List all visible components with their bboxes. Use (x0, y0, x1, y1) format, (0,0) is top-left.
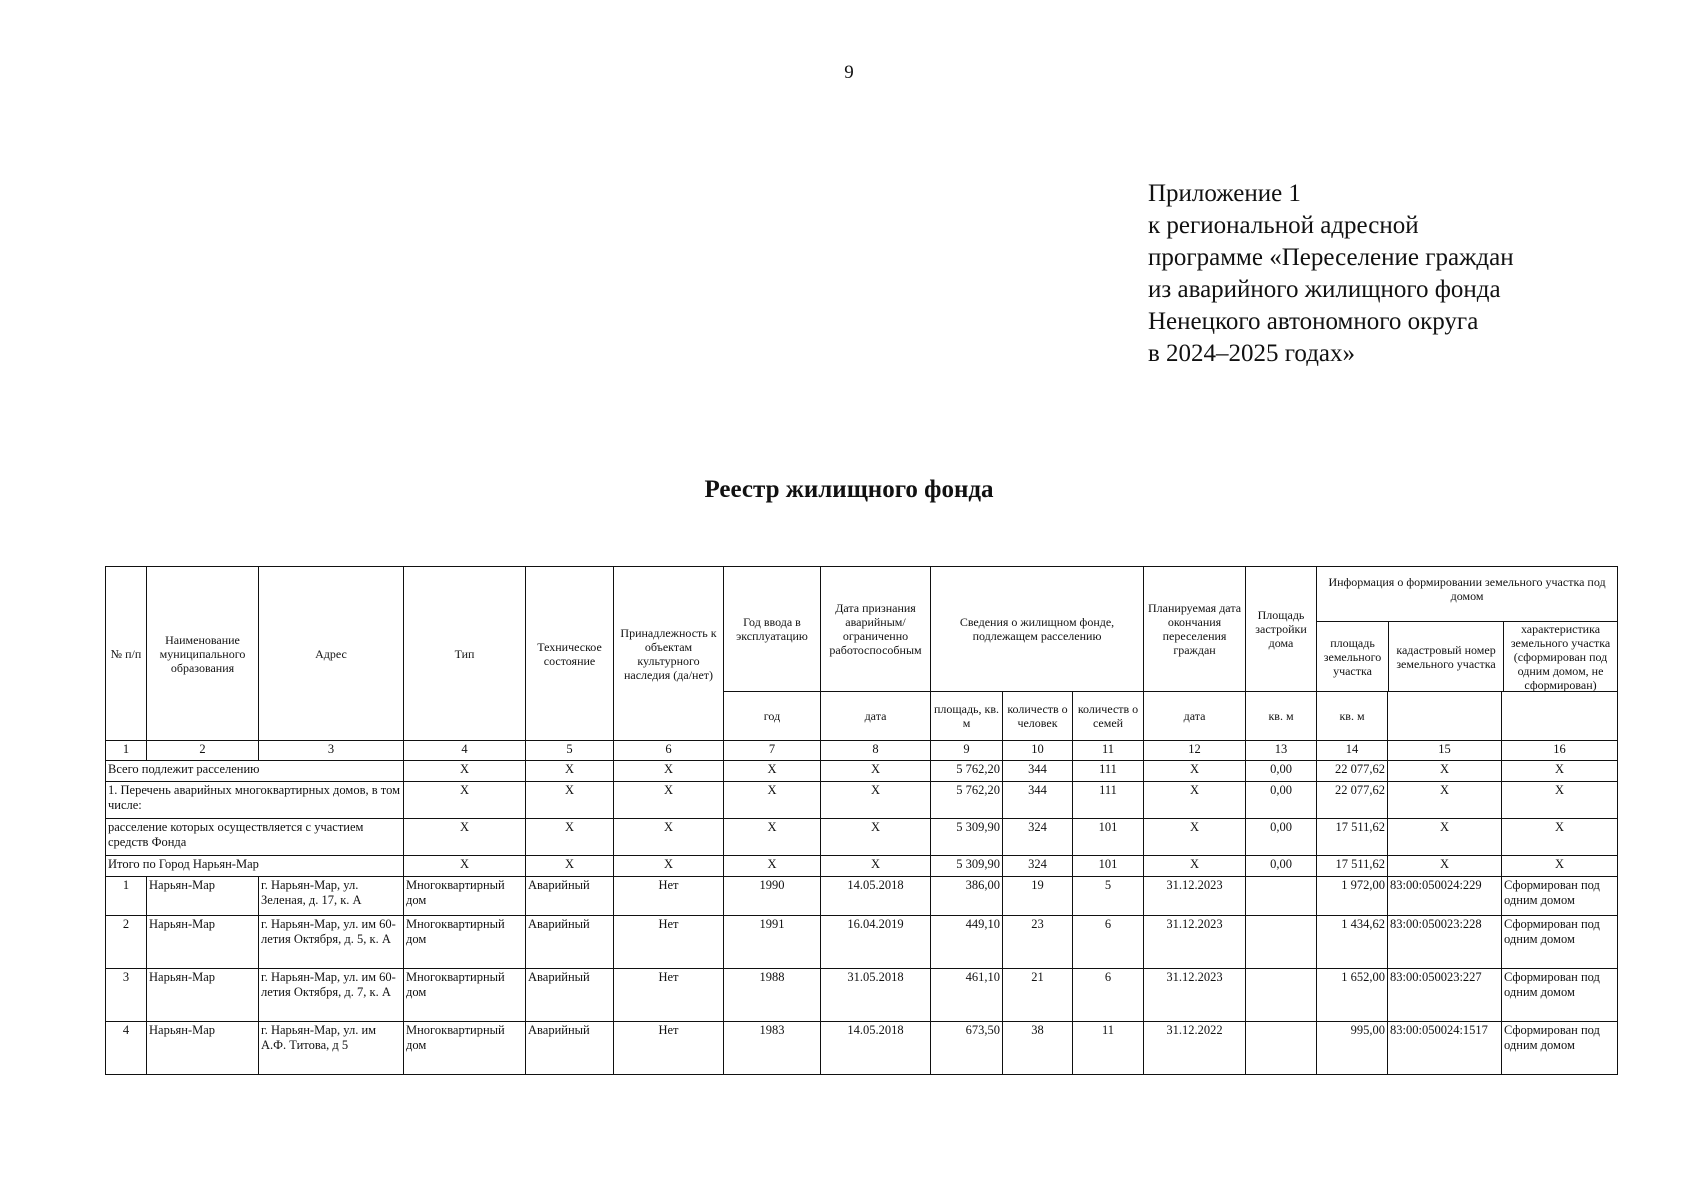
people-cell: 19 (1003, 877, 1073, 916)
type-cell: Многоквартирный дом (404, 916, 526, 969)
column-number: 2 (147, 741, 259, 761)
summary-cell: X (1144, 819, 1246, 856)
header-land-info: Информация о формировании земельного участка под домом (1317, 567, 1617, 622)
summary-row (106, 856, 1618, 877)
summary-cell: 5 762,20 (931, 761, 1003, 782)
summary-cell: X (1502, 782, 1618, 819)
address-cell: г. Нарьян-Мар, ул. им А.Ф. Титова, д 5 (259, 1022, 404, 1075)
table-row (106, 969, 1618, 1022)
summary-cell: 17 511,62 (1317, 856, 1388, 877)
summary-cell: X (724, 782, 821, 819)
summary-cell: 344 (1003, 782, 1073, 819)
municipality-cell: Нарьян-Мар (147, 877, 259, 916)
header-unit-year: год (724, 692, 821, 741)
address-cell: г. Нарьян-Мар, ул. Зеленая, д. 17, к. А (259, 877, 404, 916)
summary-cell: X (724, 761, 821, 782)
heritage-cell: Нет (614, 916, 724, 969)
summary-label: Итого по Город Нарьян-Мар (106, 856, 404, 877)
summary-cell: 5 309,90 (931, 856, 1003, 877)
header-unit-date2: дата (1144, 692, 1246, 741)
column-number: 12 (1144, 741, 1246, 761)
table-row (106, 1022, 1618, 1075)
tech-state-cell: Аварийный (526, 877, 614, 916)
summary-cell: X (1144, 782, 1246, 819)
column-number: 16 (1502, 741, 1618, 761)
appendix-line: из аварийного жилищного фонда (1148, 276, 1501, 303)
summary-cell: X (526, 819, 614, 856)
summary-cell: 17 511,62 (1317, 819, 1388, 856)
summary-cell: X (1388, 761, 1502, 782)
header-tech-state: Техническое состояние (526, 567, 614, 741)
summary-cell: 22 077,62 (1317, 761, 1388, 782)
planned-date-cell: 31.12.2022 (1144, 1022, 1246, 1075)
summary-cell: 344 (1003, 761, 1073, 782)
table-row (106, 877, 1618, 916)
table-row (106, 916, 1618, 969)
header-unit-area: площадь, кв. м (931, 692, 1003, 741)
summary-cell: 5 762,20 (931, 782, 1003, 819)
type-cell: Многоквартирный дом (404, 1022, 526, 1075)
summary-label: Всего подлежит расселению (106, 761, 404, 782)
header-land-char: характеристика земельного участка (сформирован под одним домом, не сформирован) (1510, 621, 1611, 692)
column-number: 10 (1003, 741, 1073, 761)
year-cell: 1988 (724, 969, 821, 1022)
row-number: 3 (106, 969, 147, 1022)
summary-cell: 5 309,90 (931, 819, 1003, 856)
families-cell: 6 (1073, 916, 1144, 969)
summary-row (106, 819, 1618, 856)
header-year-commission: Год ввода в эксплуатацию (724, 567, 821, 692)
column-number: 13 (1246, 741, 1317, 761)
summary-cell: 101 (1073, 819, 1144, 856)
summary-cell: X (526, 761, 614, 782)
emergency-date-cell: 16.04.2019 (821, 916, 931, 969)
summary-row (106, 761, 1618, 782)
land-area-cell: 1 972,00 (1317, 877, 1388, 916)
appendix-line: программе «Переселение граждан (1148, 244, 1514, 271)
summary-cell: X (404, 819, 526, 856)
column-number: 15 (1388, 741, 1502, 761)
land-char-cell: Сформирован под одним домом (1502, 916, 1618, 969)
land-area-cell: 995,00 (1317, 1022, 1388, 1075)
summary-cell: X (1502, 761, 1618, 782)
planned-date-cell: 31.12.2023 (1144, 877, 1246, 916)
land-area-cell: 1 434,62 (1317, 916, 1388, 969)
build-area-cell (1246, 969, 1317, 1022)
cadastral-cell: 83:00:050024:229 (1388, 877, 1502, 916)
summary-cell: X (821, 856, 931, 877)
document-title: Реестр жилищного фонда (704, 476, 994, 503)
column-number: 14 (1317, 741, 1388, 761)
summary-cell: X (821, 761, 931, 782)
year-cell: 1990 (724, 877, 821, 916)
housing-registry-table (105, 566, 1618, 1075)
people-cell: 21 (1003, 969, 1073, 1022)
header-land-info-group (1317, 567, 1618, 692)
families-cell: 6 (1073, 969, 1144, 1022)
appendix-line: Ненецкого автономного округа (1148, 308, 1479, 335)
heritage-cell: Нет (614, 877, 724, 916)
tech-state-cell: Аварийный (526, 1022, 614, 1075)
people-cell: 23 (1003, 916, 1073, 969)
summary-cell: X (1388, 819, 1502, 856)
summary-cell: X (724, 856, 821, 877)
build-area-cell (1246, 916, 1317, 969)
summary-cell: X (1144, 761, 1246, 782)
column-number: 9 (931, 741, 1003, 761)
address-cell: г. Нарьян-Мар, ул. им 60-летия Октября, д. 5, к. А (259, 916, 404, 969)
header-type: Тип (404, 567, 526, 741)
summary-cell: 324 (1003, 856, 1073, 877)
summary-cell: 0,00 (1246, 761, 1317, 782)
appendix-line: к региональной адресной (1148, 212, 1419, 239)
header-num: № п/п (106, 567, 147, 741)
tech-state-cell: Аварийный (526, 969, 614, 1022)
summary-cell: X (404, 856, 526, 877)
type-cell: Многоквартирный дом (404, 969, 526, 1022)
header-unit-sqm2: кв. м (1317, 692, 1388, 741)
summary-cell: 0,00 (1246, 856, 1317, 877)
header-address: Адрес (259, 567, 404, 741)
header-housing-info: Сведения о жилищном фонде, подлежащем расселению (931, 567, 1144, 692)
summary-cell: X (404, 761, 526, 782)
header-cadastral-cont (1388, 692, 1502, 741)
land-char-cell: Сформирован под одним домом (1502, 877, 1618, 916)
summary-cell: X (724, 819, 821, 856)
page-number: 9 (844, 62, 854, 83)
land-area-cell: 1 652,00 (1317, 969, 1388, 1022)
summary-cell: X (526, 782, 614, 819)
summary-cell: X (1388, 856, 1502, 877)
summary-cell: X (614, 761, 724, 782)
year-cell: 1983 (724, 1022, 821, 1075)
header-build-area: Площадь застройки дома (1246, 567, 1317, 692)
summary-cell: X (614, 819, 724, 856)
header-unit-people: количеств о человек (1003, 692, 1073, 741)
column-number: 4 (404, 741, 526, 761)
summary-cell: 0,00 (1246, 782, 1317, 819)
header-unit-families: количеств о семей (1073, 692, 1144, 741)
families-cell: 5 (1073, 877, 1144, 916)
summary-cell: X (821, 782, 931, 819)
header-municipality: Наименование муниципального образования (147, 567, 259, 741)
summary-cell: 111 (1073, 782, 1144, 819)
summary-cell: X (1502, 856, 1618, 877)
summary-cell: 101 (1073, 856, 1144, 877)
address-cell: г. Нарьян-Мар, ул. им 60-летия Октября, д. 7, к. А (259, 969, 404, 1022)
land-char-cell: Сформирован под одним домом (1502, 1022, 1618, 1075)
land-char-cell: Сформирован под одним домом (1502, 969, 1618, 1022)
header-land-subheaders (1317, 622, 1617, 691)
tech-state-cell: Аварийный (526, 916, 614, 969)
header-heritage: Принадлежность к объектам культурного наследия (да/нет) (614, 567, 724, 741)
row-number: 4 (106, 1022, 147, 1075)
column-number: 6 (614, 741, 724, 761)
emergency-date-cell: 14.05.2018 (821, 877, 931, 916)
heritage-cell: Нет (614, 1022, 724, 1075)
summary-cell: 0,00 (1246, 819, 1317, 856)
summary-cell: X (614, 782, 724, 819)
summary-cell: X (404, 782, 526, 819)
area-cell: 449,10 (931, 916, 1003, 969)
build-area-cell (1246, 877, 1317, 916)
header-cadastral: кадастровый номер земельного участка (1389, 622, 1504, 691)
municipality-cell: Нарьян-Мар (147, 969, 259, 1022)
column-number: 8 (821, 741, 931, 761)
summary-cell: 22 077,62 (1317, 782, 1388, 819)
column-number: 11 (1073, 741, 1144, 761)
cadastral-cell: 83:00:050024:1517 (1388, 1022, 1502, 1075)
build-area-cell (1246, 1022, 1317, 1075)
header-land-char-cont (1502, 692, 1618, 741)
appendix-line: в 2024–2025 годах» (1148, 340, 1356, 367)
header-date-emergency: Дата признания аварийным/ ограниченно работоспособным (821, 567, 931, 692)
row-number: 1 (106, 877, 147, 916)
area-cell: 386,00 (931, 877, 1003, 916)
people-cell: 38 (1003, 1022, 1073, 1075)
summary-label: расселение которых осуществляется с участием средств Фонда (106, 819, 404, 856)
appendix-line: Приложение 1 (1148, 180, 1301, 207)
families-cell: 11 (1073, 1022, 1144, 1075)
area-cell: 673,50 (931, 1022, 1003, 1075)
summary-cell: X (1502, 819, 1618, 856)
column-number: 3 (259, 741, 404, 761)
column-number-row (106, 741, 1618, 761)
cadastral-cell: 83:00:050023:228 (1388, 916, 1502, 969)
summary-cell: X (614, 856, 724, 877)
summary-label: 1. Перечень аварийных многоквартирных домов, в том числе: (106, 782, 404, 819)
emergency-date-cell: 14.05.2018 (821, 1022, 931, 1075)
municipality-cell: Нарьян-Мар (147, 916, 259, 969)
summary-cell: 111 (1073, 761, 1144, 782)
column-number: 5 (526, 741, 614, 761)
column-number: 7 (724, 741, 821, 761)
summary-cell: X (1388, 782, 1502, 819)
year-cell: 1991 (724, 916, 821, 969)
summary-cell: X (526, 856, 614, 877)
header-land-area: площадь земельного участка (1317, 622, 1389, 691)
emergency-date-cell: 31.05.2018 (821, 969, 931, 1022)
header-unit-sqm: кв. м (1246, 692, 1317, 741)
heritage-cell: Нет (614, 969, 724, 1022)
municipality-cell: Нарьян-Мар (147, 1022, 259, 1075)
planned-date-cell: 31.12.2023 (1144, 916, 1246, 969)
row-number: 2 (106, 916, 147, 969)
column-number: 1 (106, 741, 147, 761)
summary-cell: X (821, 819, 931, 856)
type-cell: Многоквартирный дом (404, 877, 526, 916)
summary-cell: 324 (1003, 819, 1073, 856)
header-planned-date: Планируемая дата окончания переселения граждан (1144, 567, 1246, 692)
header-unit-date: дата (821, 692, 931, 741)
cadastral-cell: 83:00:050023:227 (1388, 969, 1502, 1022)
area-cell: 461,10 (931, 969, 1003, 1022)
summary-row (106, 782, 1618, 819)
planned-date-cell: 31.12.2023 (1144, 969, 1246, 1022)
appendix-note (1148, 178, 1514, 370)
summary-cell: X (1144, 856, 1246, 877)
